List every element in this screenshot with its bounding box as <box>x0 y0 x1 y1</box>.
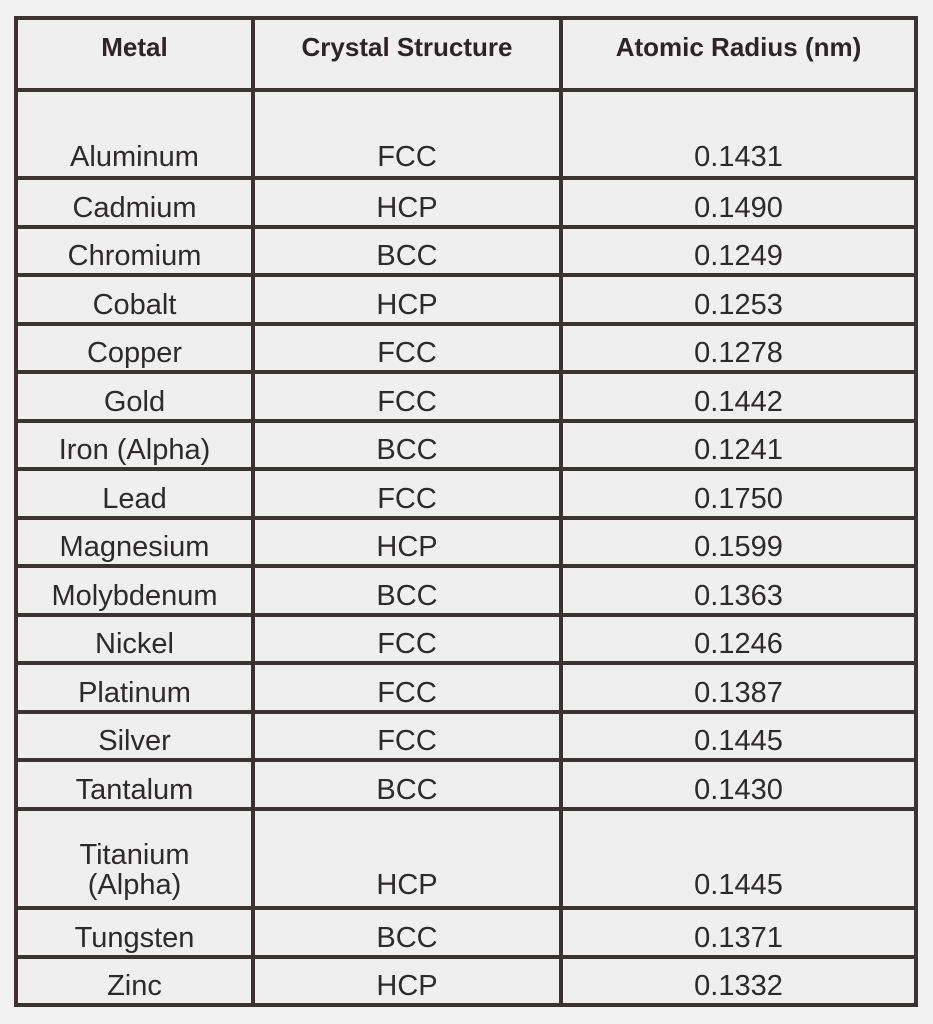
radius-cell: 0.1445 <box>561 712 914 761</box>
structure-cell: BCC <box>253 227 561 276</box>
table-row <box>18 372 914 421</box>
structure-cell: FCC <box>253 469 561 518</box>
radius-cell: 0.1599 <box>561 518 914 567</box>
radius-cell: 0.1249 <box>561 227 914 276</box>
radius-cell: 0.1371 <box>561 908 914 957</box>
structure-cell: FCC <box>253 324 561 373</box>
table-row <box>18 90 914 178</box>
metal-cell: Platinum <box>18 663 253 712</box>
table-row <box>18 712 914 761</box>
metal-line-1: Titanium <box>79 839 190 872</box>
header-atomic-radius: Atomic Radius (nm) <box>561 20 914 90</box>
metals-table <box>18 20 914 1003</box>
metal-cell: Lead <box>18 469 253 518</box>
table-row <box>18 663 914 712</box>
structure-cell: FCC <box>253 615 561 664</box>
radius-cell: 0.1442 <box>561 372 914 421</box>
table-row <box>18 760 914 809</box>
table-row <box>18 566 914 615</box>
metal-cell: Zinc <box>18 957 253 1003</box>
header-crystal-structure: Crystal Structure <box>253 20 561 90</box>
metal-cell: Tantalum <box>18 760 253 809</box>
table-row <box>18 469 914 518</box>
metal-cell: Copper <box>18 324 253 373</box>
structure-cell: BCC <box>253 760 561 809</box>
metal-cell: Aluminum <box>18 90 253 178</box>
structure-cell: HCP <box>253 518 561 567</box>
table-row <box>18 809 914 908</box>
metal-cell <box>18 809 253 908</box>
table-row <box>18 275 914 324</box>
radius-cell: 0.1431 <box>561 90 914 178</box>
structure-cell: HCP <box>253 275 561 324</box>
table-row <box>18 615 914 664</box>
radius-cell: 0.1387 <box>561 663 914 712</box>
radius-cell: 0.1363 <box>561 566 914 615</box>
header-row <box>18 20 914 90</box>
radius-cell: 0.1490 <box>561 178 914 227</box>
structure-cell: BCC <box>253 566 561 615</box>
table-row <box>18 957 914 1003</box>
structure-cell: FCC <box>253 663 561 712</box>
table-row <box>18 227 914 276</box>
structure-cell: HCP <box>253 957 561 1003</box>
structure-cell: FCC <box>253 372 561 421</box>
radius-cell: 0.1253 <box>561 275 914 324</box>
table-row <box>18 908 914 957</box>
metal-cell: Nickel <box>18 615 253 664</box>
table-row <box>18 518 914 567</box>
radius-cell: 0.1241 <box>561 421 914 470</box>
structure-cell: FCC <box>253 90 561 178</box>
structure-cell: HCP <box>253 809 561 908</box>
structure-cell: BCC <box>253 421 561 470</box>
radius-cell: 0.1750 <box>561 469 914 518</box>
radius-cell: 0.1445 <box>561 809 914 908</box>
structure-cell: FCC <box>253 712 561 761</box>
metal-cell: Silver <box>18 712 253 761</box>
structure-cell: BCC <box>253 908 561 957</box>
radius-cell: 0.1332 <box>561 957 914 1003</box>
metal-cell: Gold <box>18 372 253 421</box>
table-row <box>18 178 914 227</box>
radius-cell: 0.1430 <box>561 760 914 809</box>
radius-cell: 0.1278 <box>561 324 914 373</box>
structure-cell: HCP <box>253 178 561 227</box>
metal-line-2: (Alpha) <box>87 869 182 902</box>
metal-cell: Magnesium <box>18 518 253 567</box>
metal-cell: Iron (Alpha) <box>18 421 253 470</box>
radius-cell: 0.1246 <box>561 615 914 664</box>
metals-table-sheet <box>14 16 918 1007</box>
header-metal: Metal <box>18 20 253 90</box>
metal-cell: Tungsten <box>18 908 253 957</box>
table-row <box>18 421 914 470</box>
table-row <box>18 324 914 373</box>
metal-cell: Cadmium <box>18 178 253 227</box>
metal-cell: Chromium <box>18 227 253 276</box>
metal-cell: Molybdenum <box>18 566 253 615</box>
metal-cell: Cobalt <box>18 275 253 324</box>
